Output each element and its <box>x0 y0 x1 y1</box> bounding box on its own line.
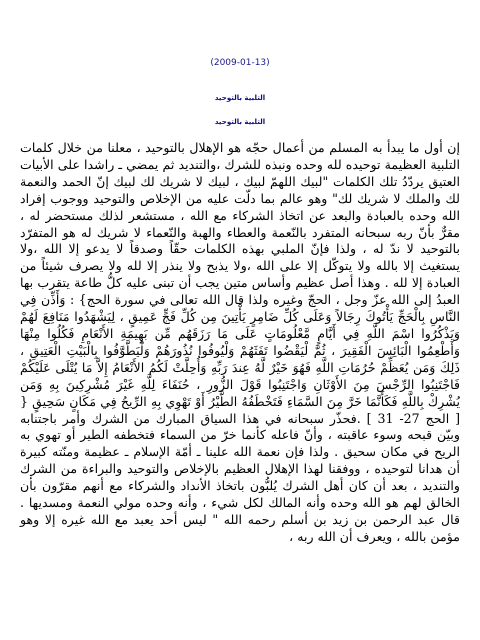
article-subtitle: التلبية بالتوحيد <box>214 118 266 126</box>
article-title: التلبية بالتوحيد <box>214 94 266 102</box>
article-body: إن أول ما يبدأ به المسلم من أعمال حجّه هو الإهلال بالتوحيد ، معلنا من خلال كلمات التلبية العظيمة توحيده لله وحده ونبذه للشرك ،والتنديد ثم يمضي ـ راشدا على الأبيات العتيق يردّدُ تلك الكلمات "لبيك اللهمّ لبيك ، لبيك لا شريك لك لبيك إنّ الحمد والنعمة لك والملك لا شريك لك" وهو عالم بما دلّت عليه من الإخلاص والتوحيد ووجوب إفراد الله وحده بالعبادة والبعد عن اتخاذ الشركاء مع الله ، مستشعر لذلك مستحضر له ، مقرٌّ بأنّ ربه سبحانه المتفرد بالنّعمة والعطاء والهبة والنّعماء لا شريك له هو المتفرّد بالتوحيد لا ندّ له ، ولذا فإنّ الملبي بهذه الكلمات حقّاً وصدقاً لا يدعو إلا الله ،ولا يستغيث إلا بالله ولا يتوكّل إلا على الله ،ولا يذبح ولا ينذر إلا لله ولا يصرف شيئاً من العبادة إلا لله . وهذا أصل عظيم وأساس متين يجب أن تبنى عليه كلُّ طاعة يتقرب بها العبدُ إلى الله عزّ وجل ، الحجّ وغيره ولذا قال الله تعالى في سورة الحج} : وَأَذِّن فِي النَّاسِ بِالْحَجِّ يَأْتُوكَ رِجَالاً وَعَلَى كُلِّ ضَامِرٍ يَأْتِينَ مِن كُلِّ فَجٍّ عَمِيقٍ ، لِيَشْهَدُوا مَنَافِعَ لَهُمْ وَيَذْكُرُوا اسْمَ اللَّهِ فِي أَيَّامٍ مَّعْلُومَاتٍ عَلَى مَا رَزَقَهُم مِّن بَهِيمَةِ الأَنْعَامِ فَكُلُوا مِنْهَا وَأَطْعِمُوا الْبَائِسَ الْفَقِيرَ ، ثُمَّ لْيَقْضُوا تَفَثَهُمْ وَلْيُوفُوا نُذُورَهُمْ وَلْيَطَّوَّفُوا بِالْبَيْتِ الْعَتِيقِ ، ذَلِكَ وَمَن يُعَظِّمْ حُرُمَاتِ اللَّهِ فَهُوَ خَيْرٌ لَّهُ عِندَ رَبِّهِ وَأُحِلَّتْ لَكُمُ الأَنْعَامُ إِلاَّ مَا يُتْلَى عَلَيْكُمْ فَاجْتَنِبُوا الرِّجْسَ مِنَ الأَوْثَانِ وَاجْتَنِبُوا قَوْلَ الزُّورِ ، حُنَفَاءَ لِلَّهِ غَيْرَ مُشْرِكِينَ بِهِ وَمَن يُشْرِكْ بِاللَّهِ فَكَأَنَّمَا خَرَّ مِنَ السَّمَاءِ فَتَخْطَفُهُ الطَّيْرُ أَوْ تَهْوِي بِهِ الرِّيحُ فِي مَكَانٍ سَحِيقٍ { [ الحج 27- 31 ] .فحذّر سبحانه في هذا السياق المبارك من الشرك وأمر باجتنابه وبيّن قبحه وسوء عاقبته ، وأنّ فاعله كأنما خرّ من السماء فتخطفه الطير أو تهوي به الريح في مكان سحيق . ولذا فإن نعمة الله علينا ـ أمّة الإسلام ـ عظيمة ومنّته كبيرة أن هدانا لتوحيده ، ووفقنا لهذا الإهلال العظيم بالإخلاص والتوحيد والبراءة من الشرك والتنديد ، بعد أن كان أهل الشرك يُلبُّون باتخاذ الأنداد والشركاء مع أنهم مقرّون بأن الخالق لهم هو الله وحده وأنه المالك لكل شيء ، وأنه وحده مولي النعمة ومسديها . قال عبد الرحمن بن زيد بن أسلم رحمه الله " ليس أحد يعبد مع الله غيره إلا وهو مؤمن بالله ، ويعرف أن الله ربه ، <box>20 140 461 544</box>
article-date: (2009-01-13) <box>210 58 270 68</box>
